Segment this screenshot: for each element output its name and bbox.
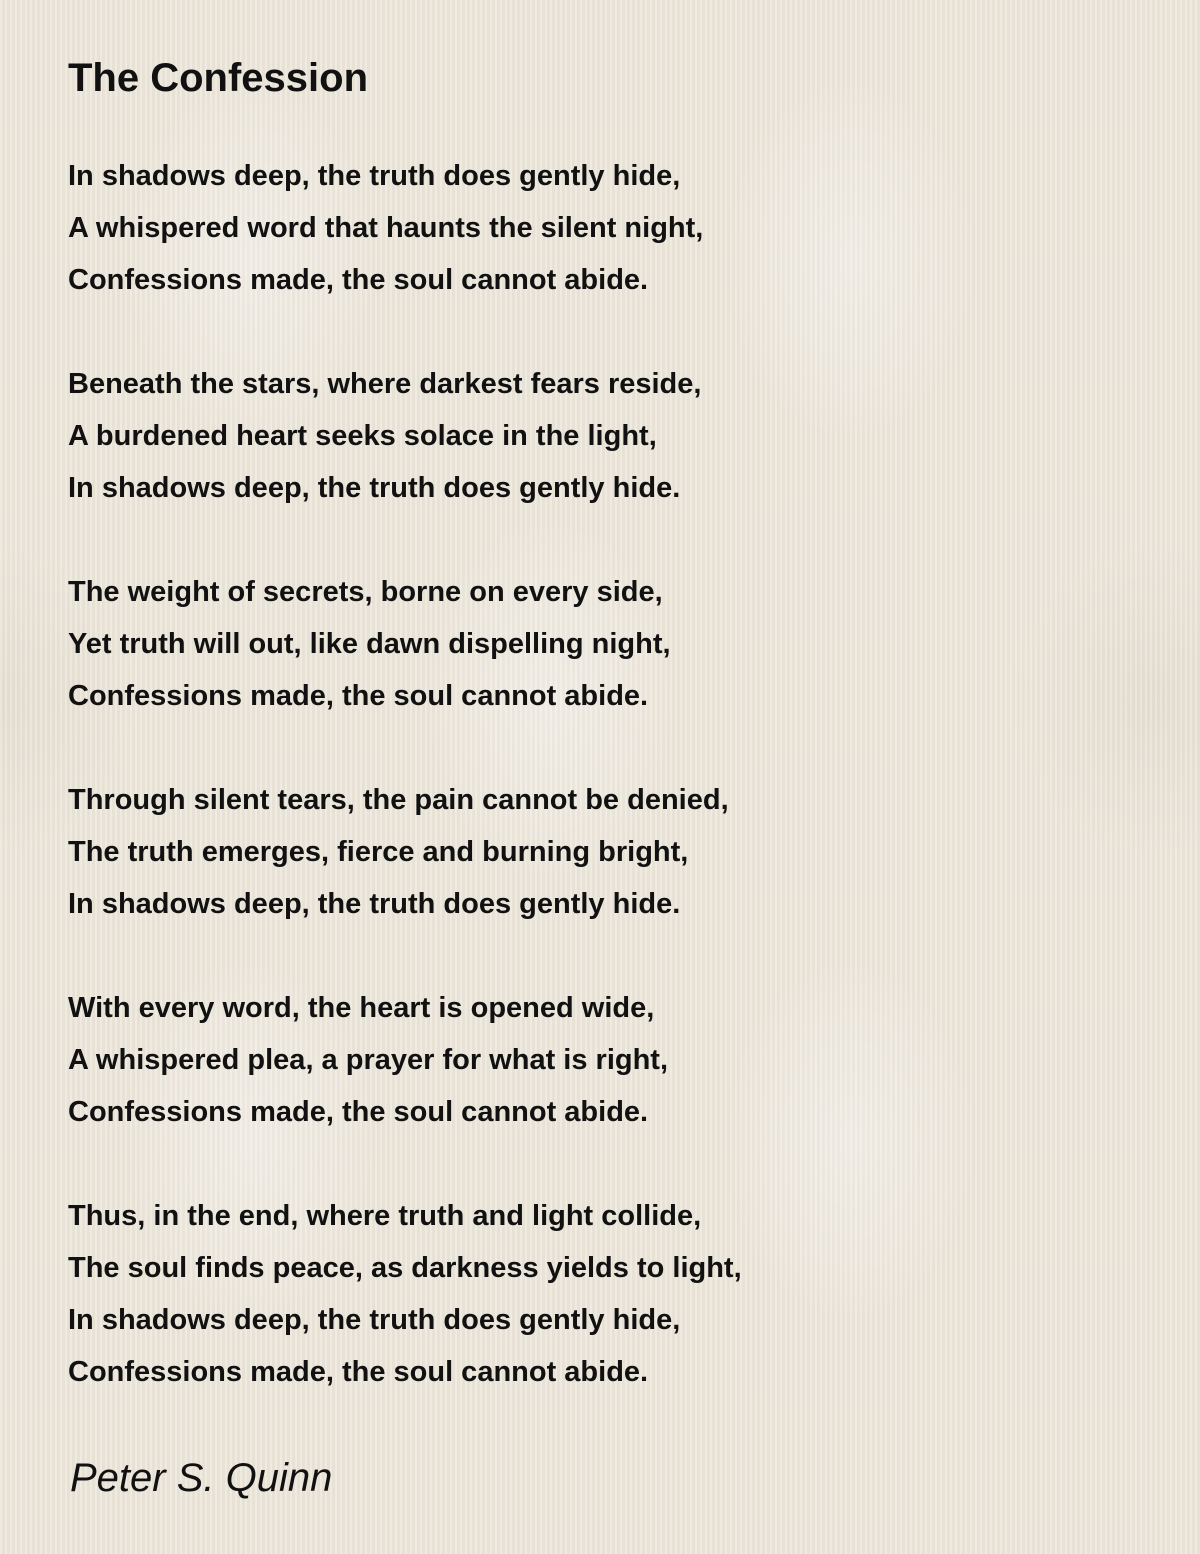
poem-line: With every word, the heart is opened wide, (68, 992, 655, 1024)
poem-line: The weight of secrets, borne on every side, (68, 576, 663, 608)
poem-line: Beneath the stars, where darkest fears reside, (68, 368, 702, 400)
poem-line: The truth emerges, fierce and burning bright, (68, 836, 689, 868)
stanza (68, 982, 1128, 1138)
poem-line: A whispered plea, a prayer for what is right, (68, 1044, 669, 1076)
stanza (68, 150, 1128, 306)
stanza (68, 358, 1128, 514)
poem-line: Through silent tears, the pain cannot be denied, (68, 784, 729, 816)
poem-line: Yet truth will out, like dawn dispelling night, (68, 628, 671, 660)
poem-line: Confessions made, the soul cannot abide. (68, 680, 649, 712)
poem-line: Confessions made, the soul cannot abide. (68, 1096, 649, 1128)
poem-line: In shadows deep, the truth does gently hide, (68, 1304, 681, 1336)
poem-author: Peter S. Quinn (70, 1456, 333, 1500)
poem-title: The Confession (68, 56, 369, 100)
poem-line: Confessions made, the soul cannot abide. (68, 1356, 649, 1388)
stanza (68, 566, 1128, 722)
poem-line: Thus, in the end, where truth and light collide, (68, 1200, 702, 1232)
poem-line: A whispered word that haunts the silent night, (68, 212, 704, 244)
poem-line: In shadows deep, the truth does gently hide. (68, 888, 681, 920)
poem-line: A burdened heart seeks solace in the light, (68, 420, 657, 452)
stanza (68, 774, 1128, 930)
poem-line: Confessions made, the soul cannot abide. (68, 264, 649, 296)
poem-body (68, 150, 1128, 1398)
poem-line: The soul finds peace, as darkness yields to light, (68, 1252, 742, 1284)
stanza (68, 1190, 1128, 1398)
poem-line: In shadows deep, the truth does gently hide. (68, 472, 681, 504)
poem-line: In shadows deep, the truth does gently hide, (68, 160, 681, 192)
